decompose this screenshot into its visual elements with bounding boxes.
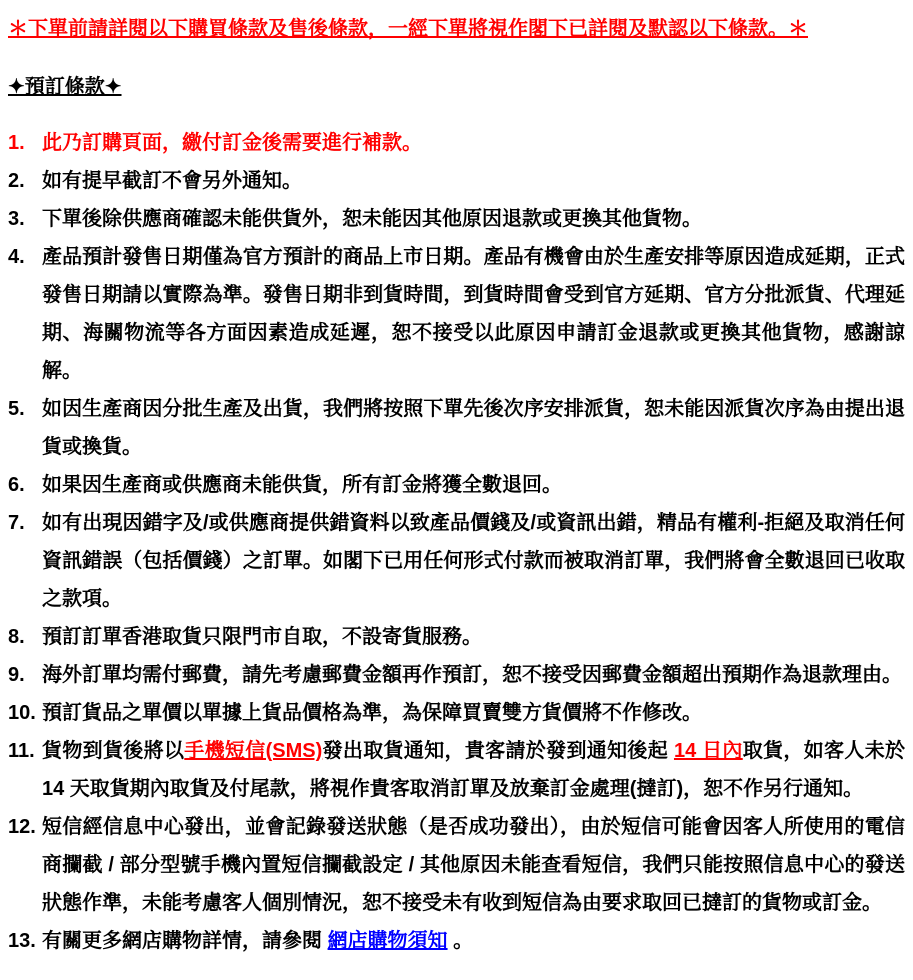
term-item-11 [8,732,905,808]
term-item-4 [8,238,905,390]
term-number: 6. [8,474,25,496]
term-text-part: 發出取貨通知，貴客請於發到通知後起 [322,740,674,762]
term-text [42,732,905,808]
sms-notice-highlight: 手機短信(SMS) [184,740,323,762]
term-text-part: 。 [447,930,474,952]
term-text: 海外訂單均需付郵費，請先考慮郵費金額再作預訂，恕不接受因郵費金額超出預期作為退款理由。 [42,664,902,686]
pickup-deadline-highlight: 14 日內 [673,740,743,762]
term-text-part: 貨物到貨後將以 [42,740,185,762]
term-item-2 [8,162,905,200]
term-item-1 [8,124,905,162]
term-text: 如有出現因錯字及/或供應商提供錯資料以致產品價錢及/或資訊出錯，精品有權利-拒絕及取消任何資訊錯誤（包括價錢）之訂單。如閣下已用任何形式付款而被取消訂單，我們將會全數退回已收取之款項。 [42,512,905,610]
term-item-8 [8,618,905,656]
term-number: 5. [8,398,25,420]
term-text: 下單後除供應商確認未能供貨外，恕未能因其他原因退款或更換其他貨物。 [42,208,702,230]
term-number: 9. [8,664,25,686]
page-title: ＊下單前請詳閱以下購買條款及售後條款，一經下單將視作閣下已詳閱及默認以下條款。＊ [8,18,808,40]
term-number: 4. [8,246,25,268]
term-item-12 [8,808,905,922]
term-number: 8. [8,626,25,648]
term-text: 短信經信息中心發出，並會記錄發送狀態（是否成功發出），由於短信可能會因客人所使用的電信商攔截 / 部分型號手機內置短信攔截設定 / 其他原因未能查看短信，我們只能按照信息中心的發送狀態作準，未能考慮客人個別情況，恕不接受未有收到短信為由要求取回已撻訂的貨物或訂金。 [42,816,905,914]
term-number: 3. [8,208,25,230]
term-number: 11. [8,740,35,762]
term-item-3 [8,200,905,238]
term-item-10 [8,694,905,732]
term-number: 1. [8,132,25,154]
term-number: 12. [8,816,36,838]
term-text: 如因生產商因分批生產及出貨，我們將按照下單先後次序安排派貨，恕未能因派貨次序為由提出退貨或換貨。 [42,398,905,458]
term-text: 如果因生產商或供應商未能供貨，所有訂金將獲全數退回。 [42,474,562,496]
term-item-9 [8,656,905,694]
term-text: 產品預計發售日期僅為官方預計的商品上市日期。產品有機會由於生產安排等原因造成延期，正式發售日期請以實際為準。發售日期非到貨時間，到貨時間會受到官方延期、官方分批派貨、代理延期、海關物流等各方面因素造成延遲，恕不接受以此原因申請訂金退款或更換其他貨物，感謝諒解。 [42,246,905,382]
term-item-5 [8,390,905,466]
term-text-part: 有關更多網店購物詳情，請參閱 [42,930,328,952]
term-item-13 [8,922,905,960]
term-text: 預訂貨品之單價以單據上貨品價格為準，為保障買賣雙方貨價將不作修改。 [42,702,702,724]
term-text: 如有提早截訂不會另外通知。 [42,170,302,192]
term-number: 2. [8,170,25,192]
term-item-7 [8,504,905,618]
term-text: 此乃訂購頁面，繳付訂金後需要進行補款。 [42,132,422,154]
term-item-6 [8,466,905,504]
term-number: 10. [8,702,36,724]
term-text [42,922,905,960]
term-text-part: 取貨，如客人未於 14 天取貨期內取貨及付尾款，將視作貴客取消訂單及放棄訂金處理(撻訂)，恕不作另行通知。 [42,740,906,800]
term-text: 預訂訂單香港取貨只限門市自取，不設寄貨服務。 [42,626,482,648]
term-number: 7. [8,512,25,534]
shop-notice-link[interactable]: 網店購物須知 [327,930,448,952]
section-header-preorder-terms: ✦預訂條款✦ [8,76,122,98]
term-number: 13. [8,930,36,952]
terms-list [8,124,905,960]
